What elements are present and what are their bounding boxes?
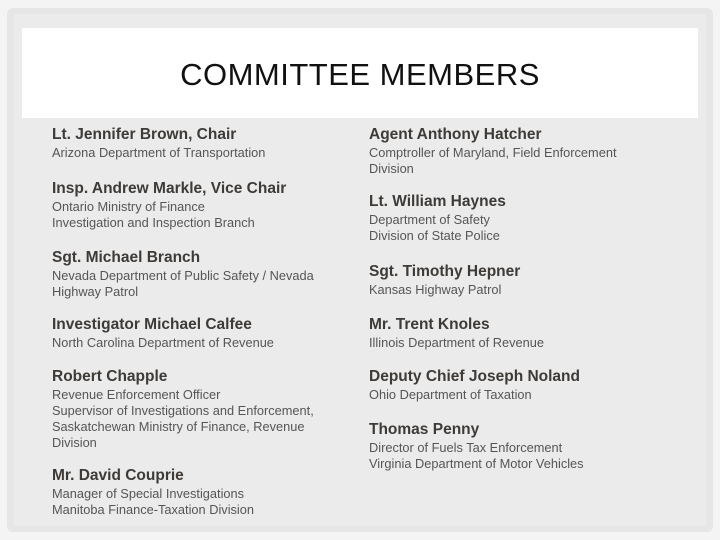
affiliation-line: Saskatchewan Ministry of Finance, Revenue: [52, 419, 305, 434]
member-name: Sgt. Michael Branch: [52, 249, 201, 266]
member-name: Investigator Michael Calfee: [52, 316, 252, 333]
member-name: Sgt. Timothy Hepner: [369, 263, 521, 280]
member-name: Agent Anthony Hatcher: [369, 126, 542, 143]
member-entry: [52, 249, 352, 300]
member-affiliation: [369, 440, 669, 472]
affiliation-line: Investigation and Inspection Branch: [52, 215, 255, 230]
member-affiliation: [52, 387, 352, 451]
member-entry: [52, 180, 352, 231]
affiliation-line: Ontario Ministry of Finance: [52, 199, 205, 214]
affiliation-line: Revenue Enforcement Officer: [52, 387, 221, 402]
member-entry: [369, 193, 669, 244]
member-affiliation: [369, 387, 669, 403]
affiliation-line: Division: [369, 161, 414, 176]
member-entry: [369, 263, 669, 298]
affiliation-line: Virginia Department of Motor Vehicles: [369, 456, 584, 471]
affiliation-line: Highway Patrol: [52, 284, 139, 299]
member-name: Robert Chapple: [52, 368, 168, 385]
member-entry: [52, 126, 352, 161]
member-entry: [369, 316, 669, 351]
affiliation-line: Nevada Department of Public Safety / Nevada: [52, 268, 314, 283]
affiliation-line: Comptroller of Maryland, Field Enforcement: [369, 145, 617, 160]
affiliation-line: Director of Fuels Tax Enforcement: [369, 440, 563, 455]
member-affiliation: [52, 486, 352, 518]
member-name: Lt. William Haynes: [369, 193, 506, 210]
member-entry: [369, 421, 669, 472]
affiliation-line: Department of Safety: [369, 212, 490, 227]
member-name: Mr. David Couprie: [52, 467, 184, 484]
member-entry: [369, 368, 669, 403]
affiliation-line: Arizona Department of Transportation: [52, 145, 266, 160]
member-entry: [52, 467, 352, 518]
member-affiliation: [52, 199, 352, 231]
member-name: Insp. Andrew Markle, Vice Chair: [52, 180, 287, 197]
affiliation-line: Kansas Highway Patrol: [369, 282, 502, 297]
affiliation-line: North Carolina Department of Revenue: [52, 335, 274, 350]
page-title: COMMITTEE MEMBERS: [180, 57, 540, 92]
member-affiliation: [369, 212, 669, 244]
affiliation-line: Ohio Department of Taxation: [369, 387, 532, 402]
member-entry: [52, 368, 352, 451]
affiliation-line: Division of State Police: [369, 228, 500, 243]
member-affiliation: [369, 282, 669, 298]
affiliation-line: Illinois Department of Revenue: [369, 335, 544, 350]
title-box: [22, 28, 698, 118]
affiliation-line: Division: [52, 435, 97, 450]
affiliation-line: Supervisor of Investigations and Enforcement,: [52, 403, 314, 418]
member-name: Deputy Chief Joseph Noland: [369, 368, 580, 385]
member-affiliation: [369, 335, 669, 351]
member-entry: [369, 126, 669, 177]
member-name: Lt. Jennifer Brown, Chair: [52, 126, 237, 143]
member-affiliation: [52, 335, 352, 351]
affiliation-line: Manager of Special Investigations: [52, 486, 245, 501]
member-entry: [52, 316, 352, 351]
member-name: Thomas Penny: [369, 421, 480, 438]
member-name: Mr. Trent Knoles: [369, 316, 490, 333]
member-affiliation: [369, 145, 669, 177]
member-affiliation: [52, 145, 352, 161]
member-affiliation: [52, 268, 352, 300]
affiliation-line: Manitoba Finance-Taxation Division: [52, 502, 255, 517]
